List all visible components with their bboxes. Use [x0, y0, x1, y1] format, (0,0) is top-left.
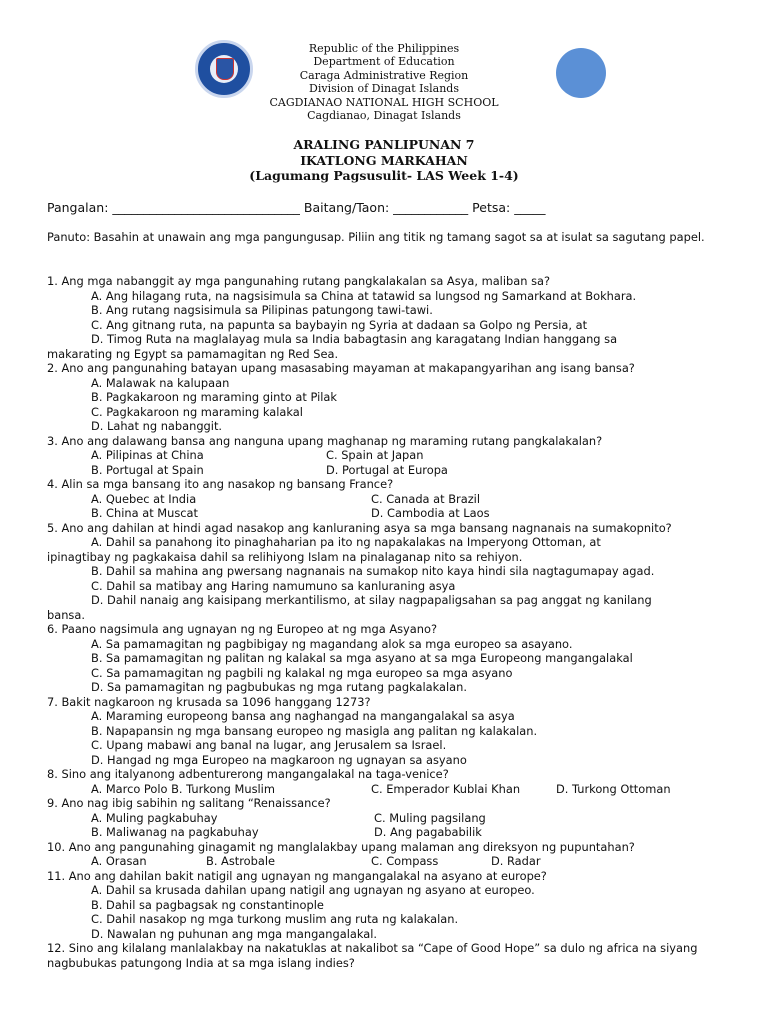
header-line: Caraga Administrative Region	[299, 68, 469, 82]
option: A. Pilipinas at China	[91, 448, 204, 462]
option: D. Nawalan ng puhunan ang mga mangangalakal.	[91, 926, 378, 941]
option: A. Malawak na kalupaan	[91, 375, 230, 390]
option-row	[47, 782, 737, 797]
option-row	[47, 825, 737, 840]
question-2: 2. Ano ang pangunahing batayan upang masasabing mayaman at makapangyarihan ang isang bansa?	[47, 361, 635, 375]
option-row	[47, 492, 737, 507]
option: B. China at Muscat	[91, 506, 198, 520]
option: B. Napapansin ng mga bansang europeo ng masigla ang palitan ng kalakalan.	[91, 723, 538, 738]
option: D. Timog Ruta na maglalayag mula sa India babagtasin ang karagatang Indian hanggang sa	[91, 332, 618, 346]
question-6: 6. Paano nagsimula ang ugnayan ng ng Europeo at ng mga Asyano?	[47, 622, 438, 636]
option-row	[47, 854, 737, 869]
option-row	[47, 463, 737, 478]
option-row	[47, 506, 737, 521]
option: A. Quebec at India	[91, 491, 197, 506]
option: C. Pagkakaroon ng maraming kalakal	[91, 404, 303, 419]
option: C. Dahil nasakop ng mga turkong muslim ang ruta ng kalakalan.	[91, 912, 459, 926]
header-line: Department of Education	[313, 55, 455, 69]
option: D. Turkong Ottoman	[556, 781, 671, 796]
option: D. Radar	[491, 854, 541, 868]
option-row	[47, 448, 737, 463]
option: B. Maliwanag na pagkabuhay	[91, 825, 259, 839]
document-title	[0, 137, 768, 184]
option: B. Pagkakaroon ng maraming ginto at Pilak	[91, 390, 337, 404]
question-9: 9. Ano nag ibig sabihin ng salitang “Renaissance?	[47, 796, 331, 810]
question-4: 4. Alin sa mga bansang ito ang nasakop ng bansang France?	[47, 477, 394, 491]
option: A. Ang hilagang ruta, na nagsisimula sa China at tatawid sa lungsod ng Samarkand at Bokhara.	[91, 288, 637, 303]
student-info-fields[interactable]: Pangalan: ______________________________ Baitang/Taon: ____________ Petsa: _____	[47, 200, 546, 215]
option: D. Portugal at Europa	[326, 462, 448, 477]
option: A. Maraming europeong bansa ang naghangad na mangangalakal sa asya	[91, 709, 515, 723]
question-10: 10. Ano ang pangunahing ginagamit ng manglalakbay upang malaman ang direksyon ng pupuntahan?	[47, 839, 635, 854]
header-line: Division of Dinagat Islands	[309, 82, 459, 96]
option-continued: bansa.	[47, 607, 85, 622]
option: D. Cambodia at Laos	[371, 506, 490, 520]
title-subject: ARALING PANLIPUNAN 7	[293, 137, 475, 152]
option: D. Dahil nanaig ang kaisipang merkantilismo, at silay nagpapaligsahan sa pag anggat ng kanilang	[91, 593, 652, 607]
option: A. Dahil sa krusada dahilan upang natigil ang ugnayan ng asyano at europeo.	[91, 883, 535, 897]
option: C. Ang gitnang ruta, na papunta sa baybayin ng Syria at dadaan sa Golpo ng Persia, at	[91, 317, 588, 332]
question-5: 5. Ano ang dahilan at hindi agad nasakop ang kanluraning asya sa mga bansang nagnanais na sumakopnito?	[47, 520, 672, 535]
question-7: 7. Bakit nagkaroon ng krusada sa 1096 hanggang 1273?	[47, 694, 371, 709]
option: B. Dahil sa pagbagsak ng constantinople	[91, 897, 324, 912]
question-12: 12. Sino ang kilalang manlalakbay na nakatuklas at nakalibot sa “Cape of Good Hope” sa dulo ng africa na siyang nagbubukas patungong India at sa mga islang indies?	[47, 941, 698, 970]
option: C. Upang mabawi ang banal na lugar, ang Jerusalem sa Israel.	[91, 738, 447, 752]
option: B. Ang rutang nagsisimula sa Pilipinas patungong tawi-tawi.	[91, 303, 433, 317]
instructions: Panuto: Basahin at unawain ang mga pangungusap. Piliin ang titik ng tamang sagot sa at isulat sa sagutang papel.	[47, 230, 705, 244]
option: D. Lahat ng nabanggit.	[91, 419, 223, 433]
option: D. Hangad ng mga Europeo na magkaroon ng ugnayan sa asyano	[91, 752, 467, 767]
option-continued: ipinagtibay ng pagkakaisa dahil sa relihiyong Islam na pinalaganap nito sa rehiyon.	[47, 549, 523, 564]
option: A. Orasan	[91, 854, 147, 868]
document-header	[0, 42, 768, 122]
title-exam: (Lagumang Pagsusulit- LAS Week 1-4)	[249, 168, 519, 183]
option: C. Sa pamamagitan ng pagbili ng kalakal ng mga europeo sa mga asyano	[91, 665, 513, 680]
option: D. Ang pagababilik	[374, 825, 482, 839]
option: B. Portugal at Spain	[91, 462, 204, 477]
title-quarter: IKATLONG MARKAHAN	[300, 152, 468, 168]
question-8: 8. Sino ang italyanong adbenturerong mangangalakal na taga-venice?	[47, 767, 449, 781]
question-3: 3. Ano ang dalawang bansa ang nanguna upang maghanap ng maraming rutang pangkalakalan?	[47, 433, 603, 448]
option-continued: makarating ng Egypt sa pamamagitan ng Red Sea.	[47, 346, 339, 361]
option: C. Canada at Brazil	[371, 491, 481, 506]
header-line: CAGDIANAO NATIONAL HIGH SCHOOL	[269, 95, 499, 109]
option: B. Astrobale	[206, 854, 276, 868]
option: B. Dahil sa mahina ang pwersang nagnanais na sumakop nito kaya hindi sila nagtagumapay agad.	[91, 564, 655, 578]
question-list	[47, 274, 737, 970]
option-row	[47, 811, 737, 826]
option: A. Muling pagkabuhay	[91, 810, 218, 825]
option: A. Dahil sa panahong ito pinaghaharian pa ito ng napakalakas na Imperyong Ottoman, at	[91, 535, 601, 549]
option: D. Sa pamamagitan ng pagbubukas ng mga rutang pagkalakalan.	[91, 680, 467, 694]
question-1: 1. Ang mga nabanggit ay mga pangunahing rutang pangkalakalan sa Asya, maliban sa?	[47, 274, 551, 288]
header-line: Cagdianao, Dinagat Islands	[307, 109, 461, 123]
option: C. Compass	[371, 854, 439, 868]
option: C. Muling pagsilang	[374, 810, 486, 825]
option: C. Emperador Kublai Khan	[371, 781, 521, 796]
option: B. Sa pamamagitan ng palitan ng kalakal sa mga asyano at sa mga Europeong mangangalakal	[91, 651, 633, 665]
question-11: 11. Ano ang dahilan bakit natigil ang ugnayan ng mangangalakal na asyano at europe?	[47, 868, 547, 883]
option: A. Sa pamamagitan ng pagbibigay ng magandang alok sa mga europeo sa asayano.	[91, 636, 573, 651]
option: C. Spain at Japan	[326, 448, 424, 462]
option: A. Marco Polo B. Turkong Muslim	[91, 781, 275, 796]
header-line: Republic of the Philippines	[308, 42, 460, 55]
option: C. Dahil sa matibay ang Haring namumuno sa kanluraning asya	[91, 578, 456, 593]
